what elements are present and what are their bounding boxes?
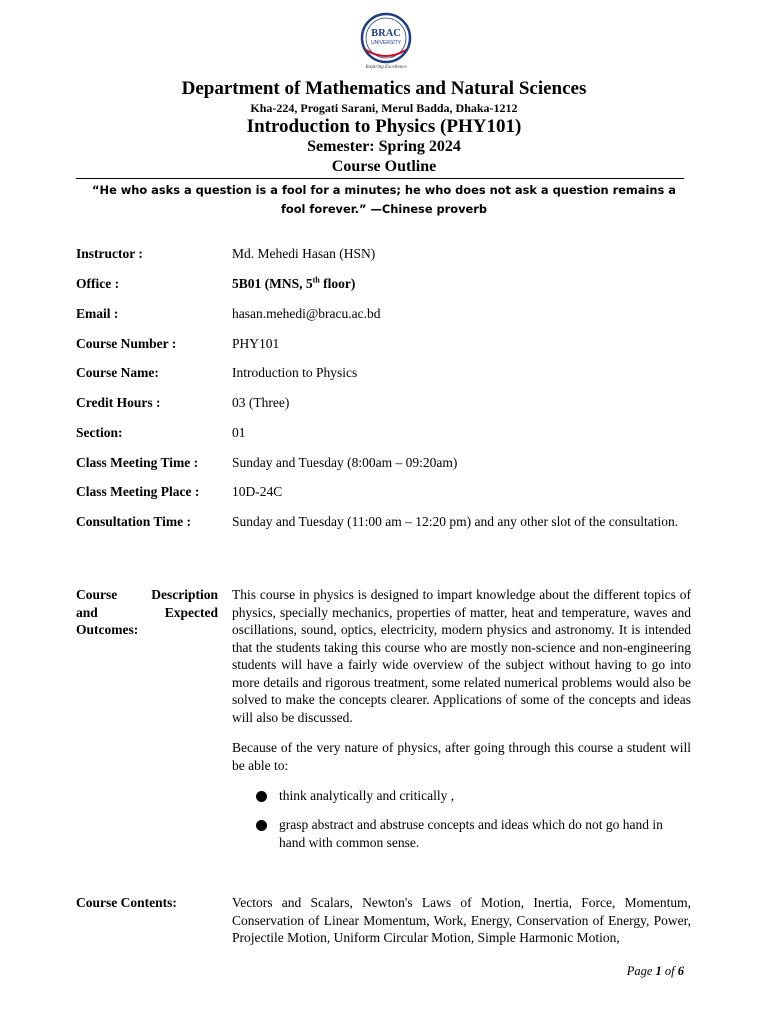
course-name-label: Course Name: xyxy=(76,365,159,380)
consultation-label: Consultation Time : xyxy=(76,514,192,529)
email-label: Email : xyxy=(76,306,119,321)
meeting-place-label: Class Meeting Place : xyxy=(76,484,200,499)
department-heading: Department of Mathematics and Natural Sciences xyxy=(181,78,587,99)
header-divider xyxy=(76,178,684,179)
course-number-value: PHY101 xyxy=(232,336,280,351)
email-value[interactable]: hasan.mehedi@bracu.ac.bd xyxy=(232,306,381,321)
description-label: Course Description and Expected Outcomes: xyxy=(76,587,218,637)
bullet-icon xyxy=(256,820,267,831)
office-label: Office : xyxy=(76,276,120,291)
brac-university-logo xyxy=(354,12,418,70)
course-title: Introduction to Physics (PHY101) xyxy=(246,116,522,137)
credit-hours-label: Credit Hours : xyxy=(76,395,161,410)
svg-text:UNIVERSITY: UNIVERSITY xyxy=(370,40,402,46)
description-paragraph: This course in physics is designed to impart knowledge about the different topics of physics, specially mechanics, properties of matter, heat and temperature, waves and oscillations, sound, optics, electricity, modern physics and astronomy. It is intended that the students taking this course who are mostly non-science and non-engineering students will have a fairly wide overview of the subject without having to go into more details and rigorous treatment, some related numerical problems would also be solved to make the concepts clearer. Applications of some of the concepts and ideas will also be discussed. xyxy=(232,587,691,725)
outline-heading: Course Outline xyxy=(331,158,437,175)
contents-label: Course Contents: xyxy=(76,895,177,910)
course-name-value: Introduction to Physics xyxy=(232,365,358,380)
bullet-icon xyxy=(256,791,267,802)
section-label: Section: xyxy=(76,425,123,440)
office-value: 5B01 (MNS, 5th floor) xyxy=(232,275,356,291)
page-number: Page 1 of 6 xyxy=(626,964,684,978)
course-number-label: Course Number : xyxy=(76,336,177,351)
svg-text:Inspiring Excellence: Inspiring Excellence xyxy=(365,65,407,70)
consultation-value: Sunday and Tuesday (11:00 am – 12:20 pm) and any other slot of the consultation. xyxy=(232,514,679,529)
proverb-quote: “He who asks a question is a fool for a minutes; he who does not ask a question remains a fool forever.” —Chinese proverb xyxy=(92,183,676,216)
meeting-time-value: Sunday and Tuesday (8:00am – 09:20am) xyxy=(232,455,458,470)
contents-value: Vectors and Scalars, Newton's Laws of Motion, Inertia, Force, Momentum, Conservation of Linear Momentum, Work, Energy, Conservation of Energy, Power, Projectile Motion, Uniform Circular Motion, Simple Harmonic Motion, xyxy=(232,895,691,945)
meeting-time-label: Class Meeting Time : xyxy=(76,455,199,470)
meeting-place-value: 10D-24C xyxy=(232,484,283,499)
course-outline-page: BRAC UNIVERSITY Inspiring Excellence Department of Mathematics and Natural Sciences Kha-224, Progati Sarani, Merul Badda, Dhaka-1212 Introduction to Physics (PHY101) Semester: Spring 2024 Course Outline “He who asks a question is a fool for a minutes; he who does not ask a question remains a fool forever.” —Chinese proverb Instructor : Md. Mehedi Hasan (HSN) Office : 5B01 (MNS, 5th floor) Email : hasan.mehedi@bracu.ac.bd Course Number : PHY101 Course Name: Introduction to Physics Credit Hours : 03 (Three) Section: 01 Class Meeting Time : Sunday and Tuesday (8:00am – 09:20am) Class Meeting Place : 10D-24C Consultation Time : Sunday and Tuesday (11:00 am – 12:20 pm) and any other slot of the consultation. Course Description and Expected Outcomes: This course in physics is designed to impart knowledge about the different topics of physics, specially mechanics, properties of matter, heat and temperature, waves and oscillations, sound, optics, electricity, modern physics and astronomy. It is intended that the students taking this course who are mostly non-science and non-engineering students will have a fairly wide overview of the subject without having to go into more details and rigorous treatment, some related numerical problems would also be solved to make the concepts clearer. Applications of some of the concepts and ideas will also be discussed. Because of the very nature of physics, after going through this course a student will be able to: think analytically and critically , grasp abstract and abstruse concepts and ideas which do not go hand in hand with common sense. Course Contents: Vectors and Scalars, Newton's Laws of Motion, Inertia, Force, Momentum, Conservation of Linear Momentum, Work, Energy, Conservation of Energy, Power, Projectile Motion, Uniform Circular Motion, Simple Harmonic Motion, Page 1 of 6 xyxy=(0,0,768,1024)
instructor-value: Md. Mehedi Hasan (HSN) xyxy=(232,246,376,261)
department-address: Kha-224, Progati Sarani, Merul Badda, Dhaka-1212 xyxy=(250,101,518,115)
credit-hours-value: 03 (Three) xyxy=(232,395,290,410)
svg-text:BRAC: BRAC xyxy=(371,28,401,39)
section-value: 01 xyxy=(232,425,246,440)
instructor-label: Instructor : xyxy=(76,246,143,261)
outcomes-intro-paragraph: Because of the very nature of physics, after going through this course a student will be able to: xyxy=(232,740,691,773)
semester-heading: Semester: Spring 2024 xyxy=(307,138,461,155)
